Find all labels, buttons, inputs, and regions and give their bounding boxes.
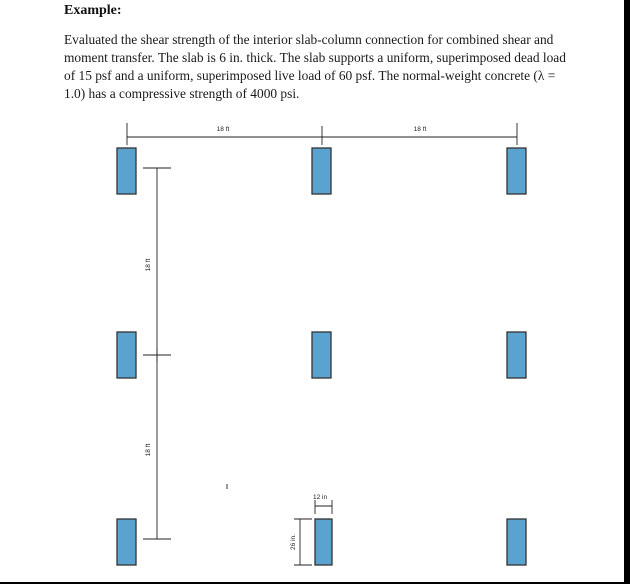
column-top-left [117, 148, 136, 194]
column-bottom-center [315, 519, 332, 565]
problem-line: of 15 psf and a uniform, superimposed live load of 60 psf. The normal-weight concrete (λ = [64, 68, 556, 83]
column-middle-left [117, 332, 136, 378]
top-dimension-line [127, 123, 517, 145]
problem-line: Evaluated the shear strength of the interior slab-column connection for combined shear and [64, 32, 554, 47]
example-heading: Example: [64, 3, 122, 18]
top-right-span-label: 18 ft [413, 126, 427, 133]
problem-line: 1.0) has a compressive strength of 4000 psi. [64, 86, 300, 101]
side-dimension-line [143, 168, 171, 539]
problem-line: moment transfer. The slab is 6 in. thick. The slab supports a uniform, superimposed dead load [64, 50, 566, 65]
column-depth-label: 26 in. [290, 534, 297, 550]
column-middle-center [312, 332, 331, 378]
column-width-label: 12 in [313, 494, 328, 501]
top-left-span-label: 18 ft [216, 126, 230, 133]
column-bottom-right [507, 519, 526, 565]
side-lower-span-label: 18 ft [145, 443, 152, 457]
column-bottom-left [117, 519, 136, 565]
column-width-dimension [315, 500, 332, 514]
column-middle-right [507, 332, 526, 378]
column-top-right [507, 148, 526, 194]
side-upper-span-label: 18 ft [145, 258, 152, 272]
column-top-center [312, 148, 331, 194]
